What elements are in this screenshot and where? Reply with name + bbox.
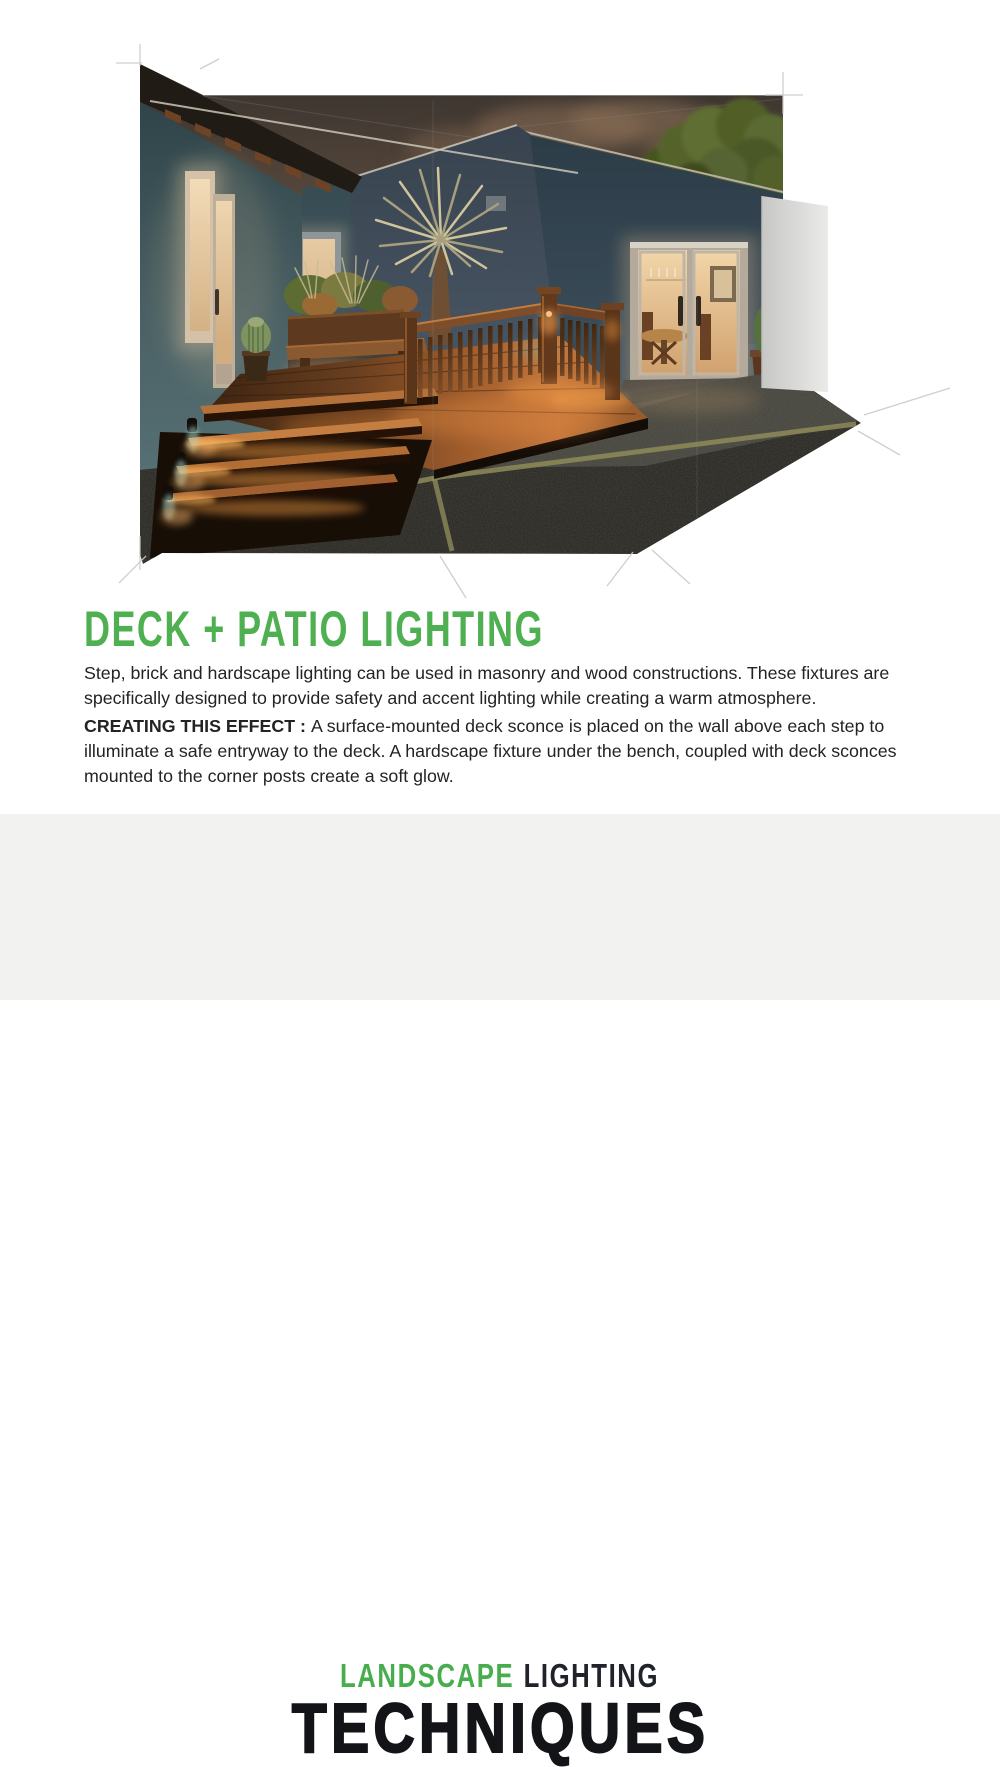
gray-wall-panel — [762, 196, 828, 392]
door-handle — [678, 296, 683, 326]
french-doors — [620, 236, 760, 394]
glass-door-left — [213, 194, 235, 388]
effect-text: A surface-mounted deck sconce is placed on the wall above each step to illuminate a safe entryway to the deck. A hardscape fixture under the bench, coupled with deck sconces mounted to the corner posts create a soft glow. — [84, 716, 897, 786]
page-title: DECK + PATIO LIGHTING — [84, 601, 544, 657]
door-handle — [215, 289, 219, 315]
intro-paragraph: Step, brick and hardscape lighting can be used in masonry and wood constructions. These fixtures are specifically designed to provide safety and accent lighting while creating a warm atmosphere. — [84, 663, 890, 708]
effect-label: CREATING THIS EFFECT : — [84, 716, 306, 736]
effect-paragraph — [84, 714, 936, 789]
footer-title: TECHNIQUES — [291, 1689, 709, 1767]
brand-word-lighting: LIGHTING — [524, 1657, 660, 1694]
brand-line — [0, 1659, 1000, 1692]
brand-word-landscape: LANDSCAPE — [340, 1657, 515, 1694]
footer-band — [0, 814, 1000, 1767]
